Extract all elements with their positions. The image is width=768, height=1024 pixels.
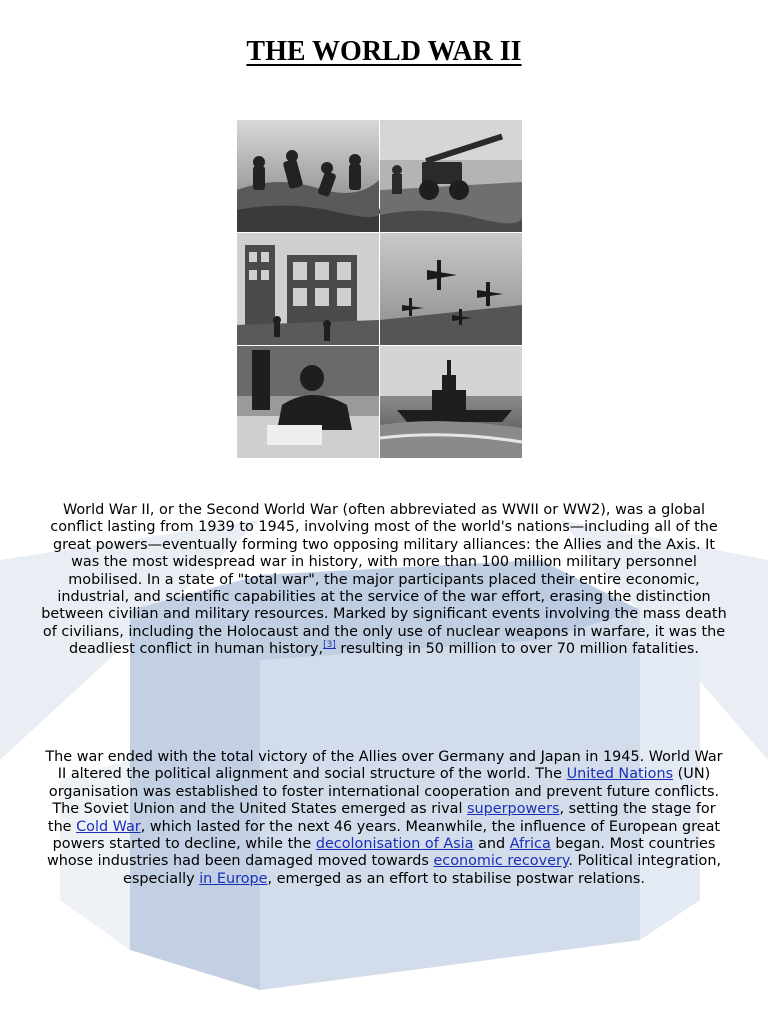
cold-war-link[interactable]: Cold War: [76, 818, 141, 835]
surrender-signing-photo: [237, 346, 379, 458]
bombed-building-ruins-photo: [237, 233, 379, 345]
infantry-soldiers-photo: [237, 120, 380, 232]
aftermath-paragraph: The war ended with the total victory of the Allies over Germany and Japan in 1945. World War II altered the political alignment and social structure of the world. The United Nations (UN) organisation was established to foster international cooperation and prevent future conflicts. The Soviet Union and the United States emerged as rival superpowers, setting the stage for the Cold War, which lasted for the next 46 years. Meanwhile, the influence of European great powers started to decline, while the decolonisation of Asia and Africa began. Most countries whose industries had been damaged moved towards economic recovery. Political integration, especially in Europe, emerged as an effort to stabilise postwar relations.: [45, 749, 723, 887]
artillery-gun-photo: [380, 120, 522, 232]
page-title: THE WORLD WAR II: [246, 36, 522, 67]
in-europe-link[interactable]: in Europe: [199, 870, 268, 887]
intro-paragraph: World War II, or the Second World War (often abbreviated as WWII or WW2), was a global conflict lasting from 1939 to 1945, involving most of the world's nations—including all of the great powers—eventually forming two opposing military alliances: the Allies and the Axis. It was the most widespread war in history, with more than 100 million military personnel mobilised. In a state of "total war", the major participants placed their entire economic, industrial, and scientific capabilities at the service of the war effort, erasing the distinction between civilian and military resources. Marked by significant events involving the mass death of civilians, including the Holocaust and the only use of nuclear weapons in warfare, it was the deadliest conflict in human history,[3] resulting in 50 million to over 70 million fatalities.: [41, 502, 727, 658]
citation-link[interactable]: [3]: [323, 640, 336, 651]
battleship-at-sea-photo: [380, 346, 522, 458]
united-nations-link[interactable]: United Nations: [566, 766, 674, 783]
dive-bomber-planes-photo: [380, 233, 522, 345]
africa-link[interactable]: Africa: [509, 836, 551, 853]
photo-collage: [237, 120, 522, 458]
superpowers-link[interactable]: superpowers: [467, 801, 560, 818]
economic-recovery-link[interactable]: economic recovery: [433, 853, 569, 870]
decolonisation-of-asia-link[interactable]: decolonisation of Asia: [315, 836, 474, 853]
